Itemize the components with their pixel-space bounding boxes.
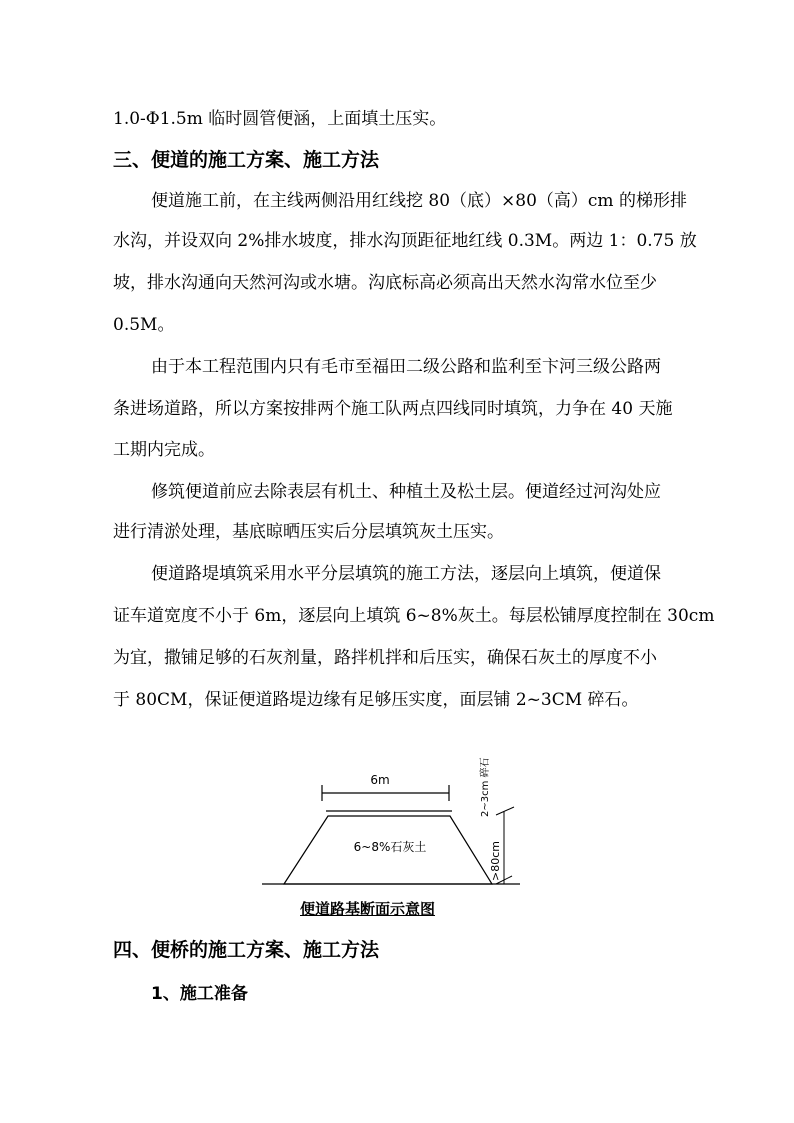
- fill-label: 6~8%石灰土: [353, 840, 427, 854]
- paragraph-line: 条进场道路，所以方案按排两个施工队两点四线同时填筑，力争在 40 天施: [113, 399, 673, 419]
- gravel-thickness-label: 2~3cm 碎石: [480, 757, 491, 817]
- paragraph-line: 工期内完成。: [113, 440, 215, 460]
- paragraph-line: 0.5M。: [113, 315, 175, 335]
- paragraph-line: 修筑便道前应去除表层有机土、种植土及松土层。便道经过河沟处应: [151, 482, 661, 502]
- paragraph-line: 便道路堤填筑采用水平分层填筑的施工方法，逐层向上填筑，便道保: [151, 564, 661, 584]
- paragraph-line: 水沟，并设双向 2%排水坡度，排水沟顶距征地红线 0.3M。两边 1：0.75 放: [113, 231, 697, 251]
- section-heading-4: 四、便桥的施工方案、施工方法: [113, 939, 380, 961]
- paragraph-line: 为宜，撒铺足够的石灰剂量，路拌机拌和后压实，确保石灰土的厚度不小: [113, 648, 657, 668]
- section-heading-3: 三、便道的施工方案、施工方法: [113, 149, 380, 171]
- paragraph-line: 坡，排水沟通向天然河沟或水塘。沟底标高必须高出天然水沟常水位至少: [113, 273, 657, 293]
- paragraph-line: 由于本工程范围内只有毛市至福田二级公路和监利至卞河三级公路两: [151, 357, 661, 377]
- figure-caption: 便道路基断面示意图: [300, 900, 436, 918]
- paragraph-line: 便道施工前，在主线两侧沿用红线挖 80（底）×80（高）cm 的梯形排: [151, 191, 687, 211]
- paragraph-line: 进行清淤处理，基底晾晒压实后分层填筑灰土压实。: [113, 522, 504, 542]
- paragraph-line: 证车道宽度不小于 6m，逐层向上填筑 6~8%灰土。每层松铺厚度控制在 30cm: [113, 606, 715, 626]
- height-label: >80cm: [489, 841, 502, 881]
- subsection-heading: 1、施工准备: [151, 984, 248, 1004]
- height-tick-top: [496, 807, 514, 815]
- paragraph-line: 于 80CM，保证便道路堤边缘有足够压实度，面层铺 2~3CM 碎石。: [113, 690, 639, 710]
- paragraph-line: 1.0-Φ1.5m 临时圆管便涵，上面填土压实。: [113, 109, 447, 129]
- width-label: 6m: [370, 773, 390, 787]
